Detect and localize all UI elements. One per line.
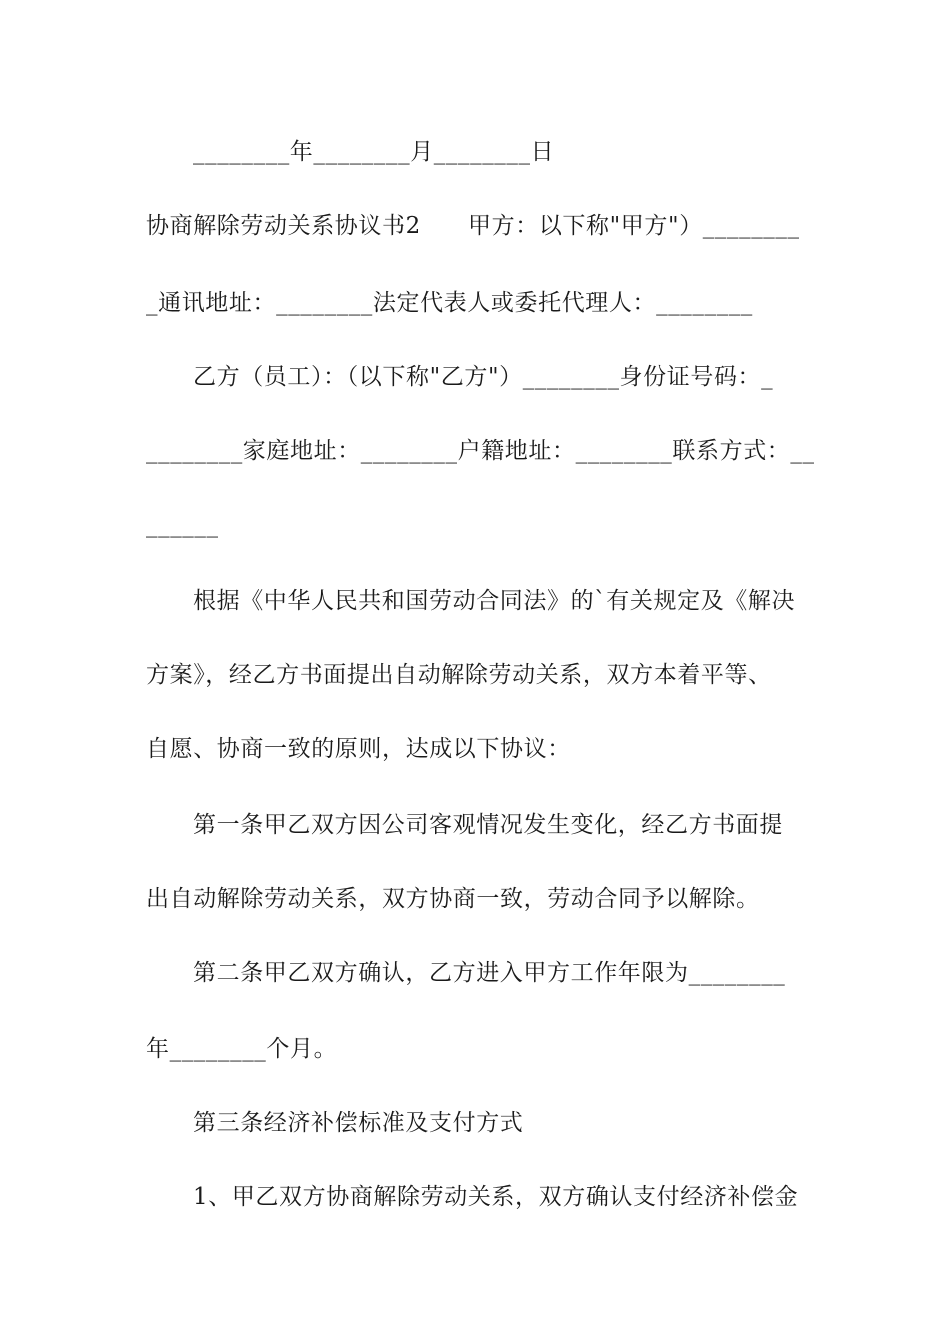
article-1-line-2: 出自动解除劳动关系，双方协商一致，劳动合同予以解除。 (146, 886, 760, 912)
paragraph-intro-1: 根据《中华人民共和国劳动合同法》的`有关规定及《解决 (193, 588, 796, 614)
agreement-title-party-a: 协商解除劳动关系协议书2 甲方：以下称"甲方"）________ (146, 213, 800, 239)
article-2-line-1: 第二条甲乙双方确认，乙方进入甲方工作年限为________ (193, 960, 786, 986)
paragraph-intro-2: 方案》，经乙方书面提出自动解除劳动关系，双方本着平等、 (146, 662, 772, 688)
party-b-address-line: ________家庭地址：________户籍地址：________联系方式：__ (146, 438, 815, 464)
party-b-line: 乙方（员工）：（以下称"乙方"）________身份证号码：_ (193, 364, 774, 390)
date-line: ________年________月________日 (193, 139, 555, 165)
contact-blank-line: ______ (146, 512, 219, 538)
article-2-line-2: 年________个月。 (146, 1036, 338, 1062)
article-3-item-1: 1、甲乙双方协商解除劳动关系，双方确认支付经济补偿金 (193, 1184, 799, 1210)
article-1-line-1: 第一条甲乙双方因公司客观情况发生变化，经乙方书面提 (193, 812, 783, 838)
party-a-address-line: _通讯地址：________法定代表人或委托代理人：________ (146, 290, 753, 316)
paragraph-intro-3: 自愿、协商一致的原则，达成以下协议： (146, 736, 571, 762)
article-3-heading: 第三条经济补偿标准及支付方式 (193, 1110, 524, 1136)
